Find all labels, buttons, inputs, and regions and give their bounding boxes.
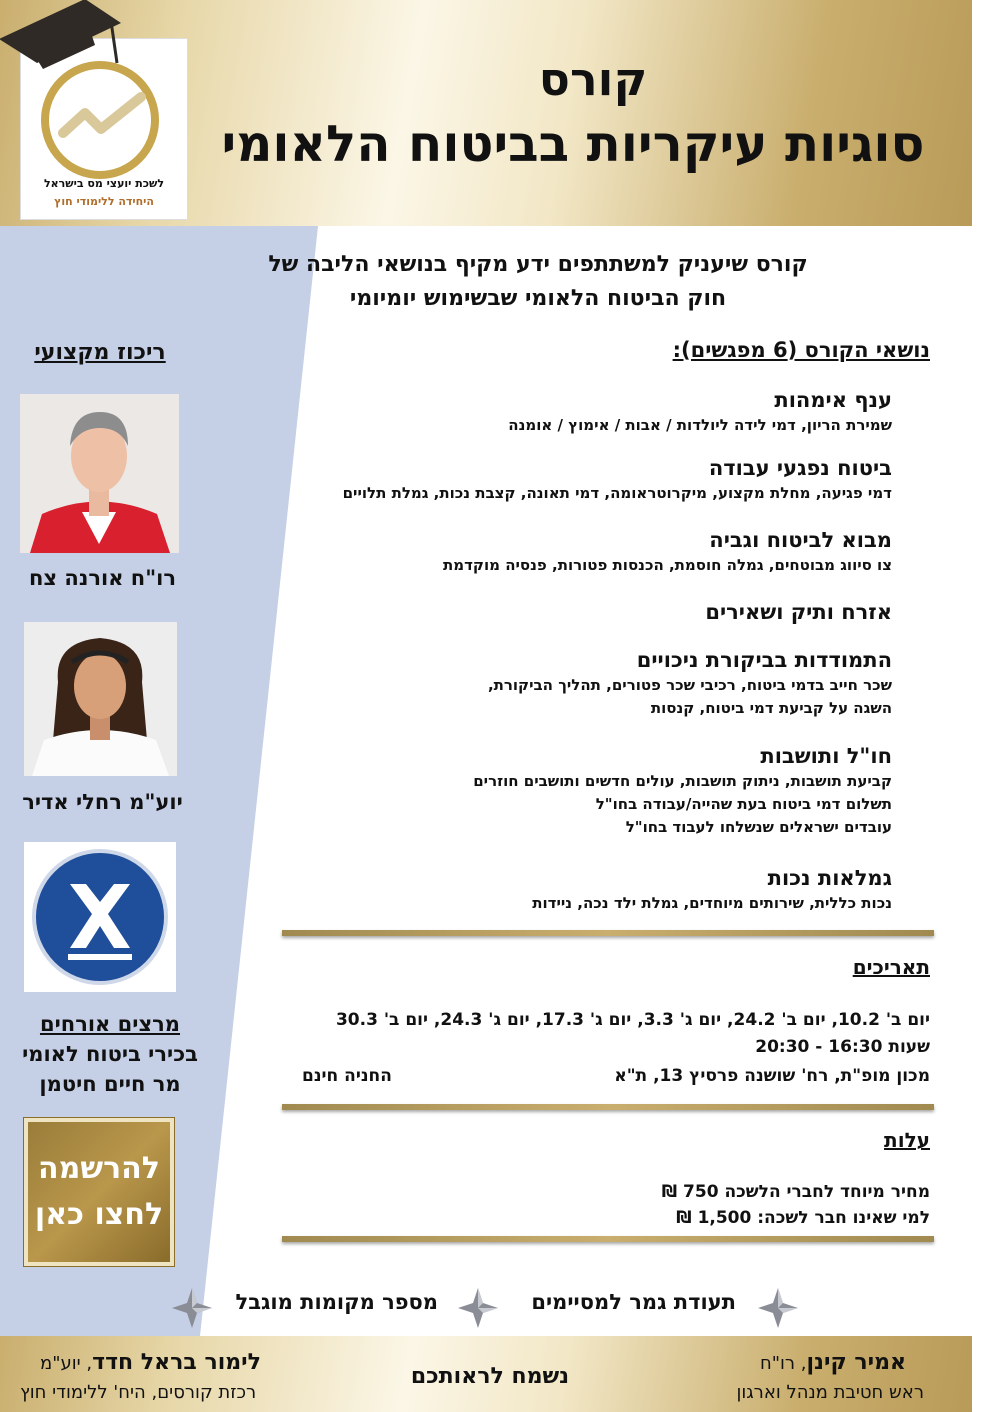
course-intro bbox=[150, 248, 926, 316]
divider bbox=[282, 1104, 934, 1110]
footer-left-name-text: לימור בראל חדד bbox=[92, 1350, 261, 1375]
topic-detail: השגה על קביעת דמי ביטוח, קנסות bbox=[650, 699, 892, 717]
topic-detail: שמירת הריון, דמי לידה ליולדות / אבות / אימוץ / אומנה bbox=[508, 416, 892, 434]
topic-title: חו"ל ותושבות bbox=[760, 744, 892, 768]
topic-detail: קביעת תושבות, ניתוק תושבות, עולים חדשים ותושבים חוזרים bbox=[473, 772, 892, 790]
feature-certificate: תעודת גמר למסיימים bbox=[531, 1290, 736, 1314]
page-title-line1: קורס bbox=[538, 52, 648, 106]
topic-title: גמלאות נכות bbox=[767, 866, 892, 890]
star-icon bbox=[756, 1286, 800, 1330]
dates-days: יום ב' 10.2, יום ב' 24.2, יום ג' 3.3, יום ג' 17.3, יום ג' 24.3, יום ב' 30.3 bbox=[335, 1010, 930, 1030]
topic-abroad-residency bbox=[473, 744, 892, 839]
topic-detail: דמי פגיעה, מחלת מקצוע, מיקרוטראומה, דמי תאונה, קצבת נכות, גמלת תלויים bbox=[342, 484, 892, 502]
national-insurance-logo bbox=[24, 842, 176, 992]
topic-detail: נכות כללית, שירותים מיוחדים, גמלת ילד נכה, ניידות bbox=[532, 894, 892, 912]
topic-disability bbox=[532, 866, 892, 915]
footer-center-text: נשמח לראותכם bbox=[410, 1364, 570, 1389]
guest-line2: מר חיים חיטמן bbox=[39, 1072, 181, 1096]
topic-work-injury bbox=[343, 456, 892, 505]
star-icon bbox=[456, 1286, 500, 1330]
intro-line1: קורס שיעניק למשתתפים ידע מקיף בנושאי הליבה של bbox=[268, 252, 808, 277]
footer-left-title: , יוע"מ bbox=[40, 1353, 93, 1374]
footer-left-role: רכזת קורסים, היח' ללימודי חוץ bbox=[20, 1382, 257, 1403]
register-line1: להרשמה bbox=[38, 1151, 160, 1186]
costs-heading: עלות bbox=[884, 1128, 930, 1152]
feature-limited-seats: מספר מקומות מוגבל bbox=[235, 1290, 438, 1314]
topic-title: ענף אימהות bbox=[774, 388, 892, 412]
graduation-cap-icon bbox=[0, 0, 123, 83]
professional-heading: ריכוז מקצועי bbox=[34, 340, 166, 365]
topic-senior-survivors bbox=[705, 600, 892, 626]
divider bbox=[282, 930, 934, 936]
topic-title: התמודדות בביקורת ניכויים bbox=[636, 648, 892, 672]
topic-detail: עובדים ישראלים שנשלחו לעבוד בחו"ל bbox=[625, 818, 892, 836]
logo-check-icon bbox=[57, 91, 147, 151]
footer-right-name bbox=[760, 1350, 906, 1375]
person-portrait-icon bbox=[24, 622, 177, 776]
register-line2: לחצו כאן bbox=[34, 1197, 164, 1232]
price-members: מחיר מיוחד לחברי הלשכה 750 ₪ bbox=[661, 1182, 930, 1202]
topic-detail: תשלום דמי ביטוח בעת שהייה/עבודה בחו"ל bbox=[595, 795, 892, 813]
footer-right-name-text: אמיר קינן bbox=[806, 1350, 906, 1375]
parking-note: החניה חינם bbox=[302, 1066, 392, 1086]
guest-lecturers-heading: מרצים אורחים bbox=[39, 1012, 181, 1036]
divider bbox=[282, 1236, 934, 1242]
dates-hours: שעות 16:30 - 20:30 bbox=[755, 1037, 930, 1057]
topic-detail: שכר חייב בדמי ביטוח, רכיבי שכר פטורים, תהליך הביקורת, bbox=[487, 676, 892, 694]
person-portrait-icon bbox=[20, 394, 179, 553]
register-button[interactable] bbox=[24, 1118, 174, 1266]
photo-orna-tzach bbox=[20, 394, 179, 553]
photo-racheli-adir bbox=[24, 622, 177, 776]
topics-heading: נושאי הקורס (6 מפגשים): bbox=[672, 338, 930, 362]
topic-title: מבוא לביטוח וגביה bbox=[709, 528, 892, 552]
guest-line1: בכירי ביטוח לאומי bbox=[22, 1042, 198, 1066]
star-icon bbox=[170, 1286, 214, 1330]
footer-left-name bbox=[40, 1350, 261, 1375]
intro-line2: חוק הביטוח הלאומי שבשימוש יומיומי bbox=[349, 286, 727, 311]
footer-right-title: , רו"ח bbox=[759, 1353, 807, 1374]
topic-insurance-collection bbox=[443, 528, 892, 577]
national-insurance-icon bbox=[24, 842, 176, 992]
topic-title: אזרח ותיק ושאירים bbox=[705, 600, 892, 624]
price-non-members: למי שאינו חבר לשכה: 1,500 ₪ bbox=[676, 1208, 930, 1228]
logo bbox=[20, 38, 188, 220]
topic-withholding-audit bbox=[488, 648, 892, 720]
footer-right-role: ראש חטיבת מנהל וארגון bbox=[736, 1382, 924, 1403]
topic-title: ביטוח נפגעי עבודה bbox=[708, 456, 892, 480]
logo-subtext: היחידה ללימודי חוץ bbox=[54, 195, 154, 208]
topic-detail: צו סיווג מבוטחים, גמלה חוסמת, הכנסות פטורות, פנסיה מוקדמת bbox=[443, 556, 892, 574]
name-racheli-adir: יוע"מ רחלי אדיר bbox=[22, 790, 183, 814]
dates-heading: תאריכים bbox=[852, 955, 930, 979]
page-title-line2: סוגיות עיקריות בביטוח הלאומי bbox=[221, 115, 925, 173]
name-orna-tzach: רו"ח אורנה צח bbox=[28, 566, 177, 590]
topic-maternity bbox=[508, 388, 892, 437]
dates-location: מכון מופ"ת, רח' שושנה פרסיץ 13, ת"א bbox=[614, 1066, 930, 1086]
logo-text: לשכת יועצי מס בישראל bbox=[43, 177, 164, 190]
